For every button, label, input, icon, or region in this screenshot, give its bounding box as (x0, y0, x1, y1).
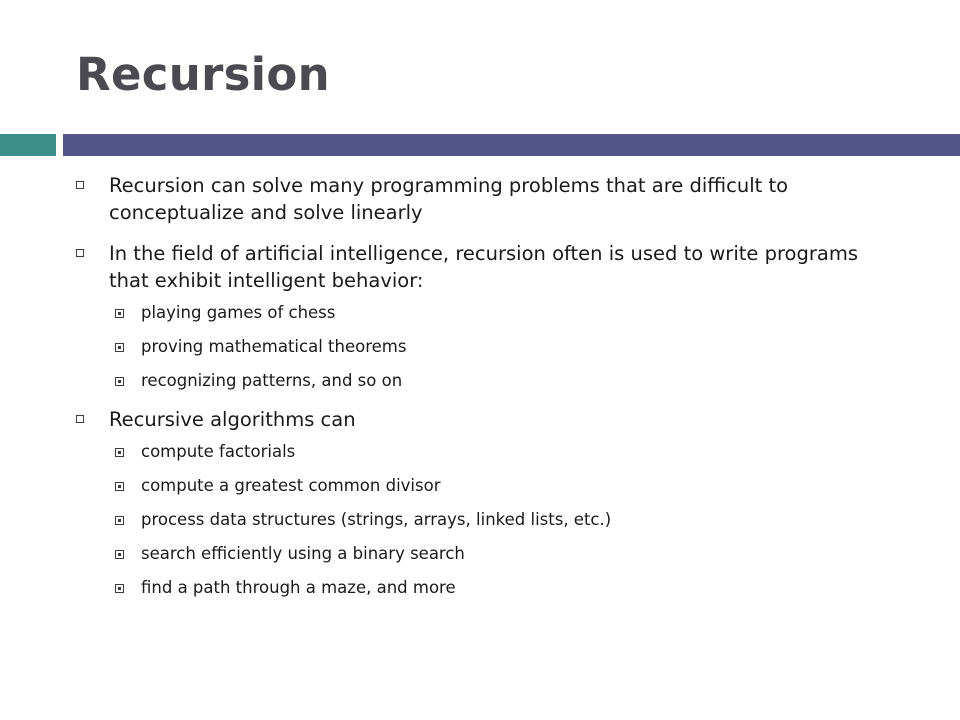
bullet-text: Recursion can solve many programming problems that are difficult to conceptualize and solve linearly (109, 174, 789, 224)
slide-title: Recursion (76, 48, 330, 101)
sub-bullet-item (76, 577, 896, 599)
sub-bullet-item (76, 336, 896, 358)
boxed-square-icon (115, 377, 124, 386)
hollow-square-icon (76, 249, 84, 257)
bullet-item (76, 172, 896, 226)
boxed-square-icon (115, 584, 124, 593)
sub-bullet-item (76, 441, 896, 463)
boxed-square-icon (115, 482, 124, 491)
bullet-text: In the field of artificial intelligence, recursion often is used to write programs that exhibit intelligent behavior: (109, 242, 858, 292)
sub-bullet-text: compute factorials (141, 442, 296, 461)
bullet-text: Recursive algorithms can (109, 408, 356, 431)
sub-bullet-text: search efficiently using a binary search (141, 544, 465, 563)
bullet-item (76, 406, 896, 433)
sub-bullet-text: find a path through a maze, and more (141, 578, 456, 597)
boxed-square-icon (115, 516, 124, 525)
sub-bullet-text: playing games of chess (141, 303, 336, 322)
sub-bullet-text: compute a greatest common divisor (141, 476, 441, 495)
sub-bullet-text: recognizing patterns, and so on (141, 371, 403, 390)
sub-bullet-item (76, 370, 896, 392)
boxed-square-icon (115, 550, 124, 559)
hollow-square-icon (76, 415, 84, 423)
hollow-square-icon (76, 181, 84, 189)
sub-bullet-item (76, 302, 896, 324)
sub-bullet-text: process data structures (strings, arrays, linked lists, etc.) (141, 510, 612, 529)
sub-bullet-item (76, 475, 896, 497)
boxed-square-icon (115, 343, 124, 352)
slide-content (76, 172, 896, 613)
sub-bullet-list (76, 441, 896, 599)
sub-bullet-item (76, 509, 896, 531)
sub-bullet-text: proving mathematical theorems (141, 337, 407, 356)
bullet-item (76, 240, 896, 294)
title-accent-bar-indigo (63, 134, 960, 156)
sub-bullet-list (76, 302, 896, 392)
title-accent-bar-teal (0, 134, 56, 156)
sub-bullet-item (76, 543, 896, 565)
boxed-square-icon (115, 309, 124, 318)
boxed-square-icon (115, 448, 124, 457)
